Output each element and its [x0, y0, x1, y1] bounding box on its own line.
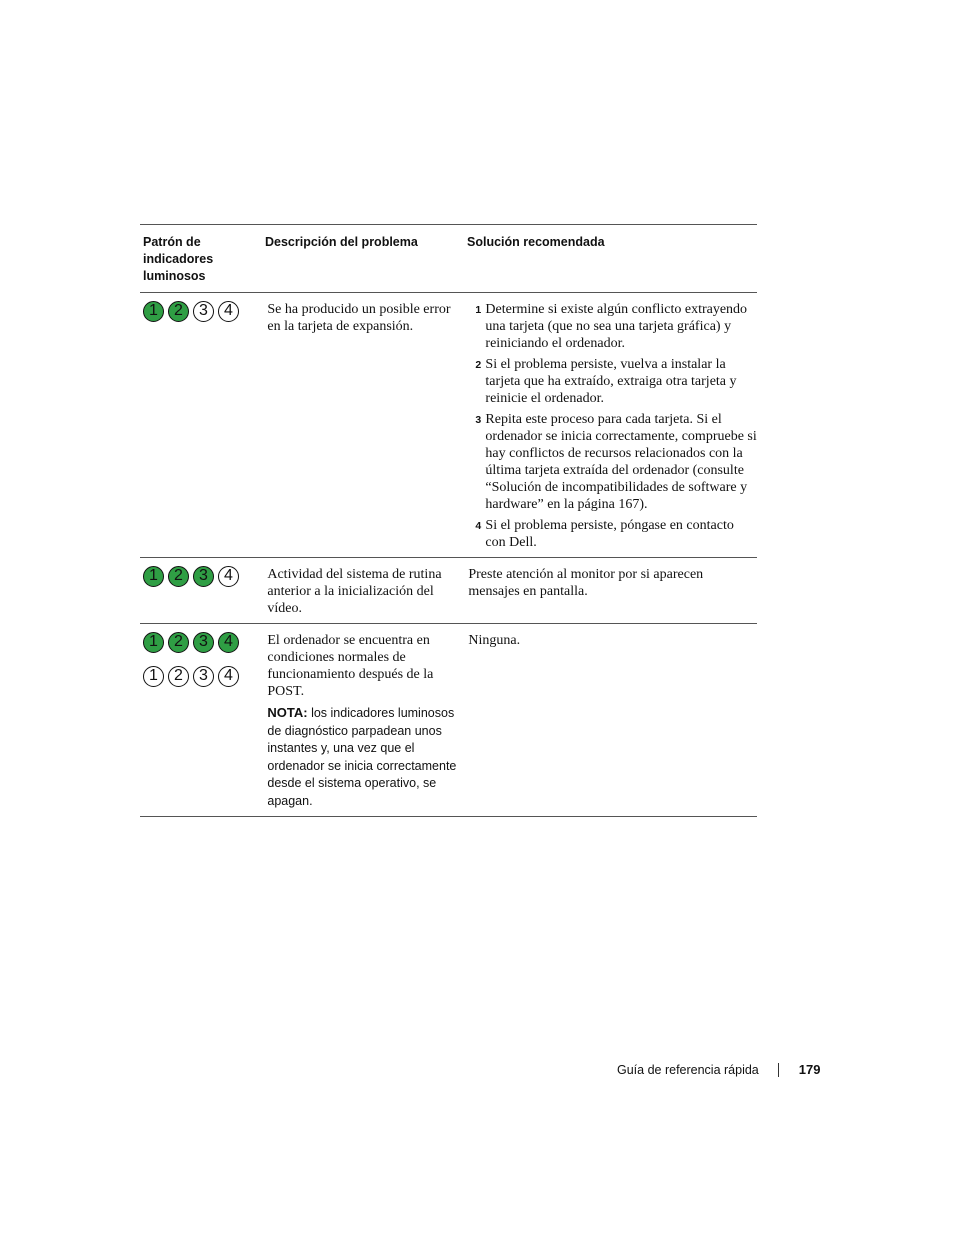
led-indicator-icon: 2: [168, 301, 189, 322]
led-indicator-icon: 4: [218, 666, 239, 687]
step-text: Si el problema persiste, póngase en contacto con Dell.: [485, 518, 734, 550]
led-pattern-cell: [140, 293, 267, 557]
table-row: [140, 558, 757, 624]
note-text: los indicadores luminosos de diagnóstico parpadean unos instantes y, una vez que el ordenador se inicia correctamente desde el sistema operativo, se apagan.: [267, 706, 457, 808]
led-pattern: [143, 301, 267, 322]
led-indicator-icon: 2: [168, 632, 189, 653]
header-description: Descripción del problema: [265, 235, 418, 249]
led-indicator-icon: 3: [193, 632, 214, 653]
led-indicator-icon: 1: [143, 632, 164, 653]
list-item: [468, 356, 757, 407]
led-indicator-icon: 4: [218, 566, 239, 587]
led-indicator-icon: 4: [218, 632, 239, 653]
problem-description: El ordenador se encuentra en condiciones normales de funcionamiento después de la POST.: [267, 633, 434, 699]
table-row: [140, 293, 757, 558]
recommended-solution: Ninguna.: [468, 633, 521, 648]
list-item: [468, 411, 757, 513]
step-number: 3: [475, 414, 482, 426]
page-number: 179: [798, 1062, 821, 1077]
note: [267, 704, 458, 810]
led-pattern-cell: [140, 624, 267, 816]
led-indicator-icon: 3: [193, 566, 214, 587]
led-indicator-icon: 3: [193, 666, 214, 687]
recommended-solution: Preste atención al monitor por si aparecen mensajes en pantalla.: [468, 567, 704, 599]
note-label: NOTA:: [267, 705, 308, 720]
footer-divider: [778, 1063, 779, 1077]
led-indicator-icon: 4: [218, 301, 239, 322]
led-pattern-cell: [140, 558, 267, 623]
list-item: [468, 301, 757, 352]
header-solution: Solución recomendada: [467, 235, 605, 249]
list-item: [468, 517, 757, 551]
table-row: [140, 624, 757, 817]
led-pattern: [143, 566, 267, 587]
problem-description: Actividad del sistema de rutina anterior a la inicialización del vídeo.: [267, 567, 442, 616]
diagnostic-lights-table: [140, 224, 757, 817]
led-indicator-icon: 1: [143, 566, 164, 587]
table-header-row: [140, 225, 757, 293]
step-text: Repita este proceso para cada tarjeta. Si el ordenador se inicia correctamente, compruebe si hay conflictos de recursos relacionados con la última tarjeta extraída del ordenador (consulte “Solución de incompatibilidades de software y hardware” en la página 167).: [485, 412, 757, 512]
led-indicator-icon: 1: [143, 301, 164, 322]
recommended-solution: [468, 293, 757, 557]
led-indicator-icon: 1: [143, 666, 164, 687]
step-number: 2: [475, 359, 482, 371]
step-text: Si el problema persiste, vuelva a instalar la tarjeta que ha extraído, extraiga otra tarjeta y reinicie el ordenador.: [485, 357, 737, 406]
step-text: Determine si existe algún conflicto extrayendo una tarjeta (que no sea una tarjeta gráfica) y reiniciando el ordenador.: [485, 302, 748, 351]
document-title: Guía de referencia rápida: [617, 1062, 759, 1077]
solution-steps: [468, 301, 757, 551]
led-indicator-icon: 3: [193, 301, 214, 322]
led-indicator-icon: 2: [168, 666, 189, 687]
step-number: 4: [475, 520, 482, 532]
header-pattern: Patrón de indicadores luminosos: [143, 235, 214, 283]
led-indicator-icon: 2: [168, 566, 189, 587]
step-number: 1: [475, 304, 482, 316]
page-footer: [617, 1062, 820, 1077]
problem-description: Se ha producido un posible error en la tarjeta de expansión.: [267, 302, 451, 334]
led-pattern: [143, 632, 267, 653]
problem-description-cell: [267, 624, 468, 816]
led-pattern: [143, 666, 267, 687]
